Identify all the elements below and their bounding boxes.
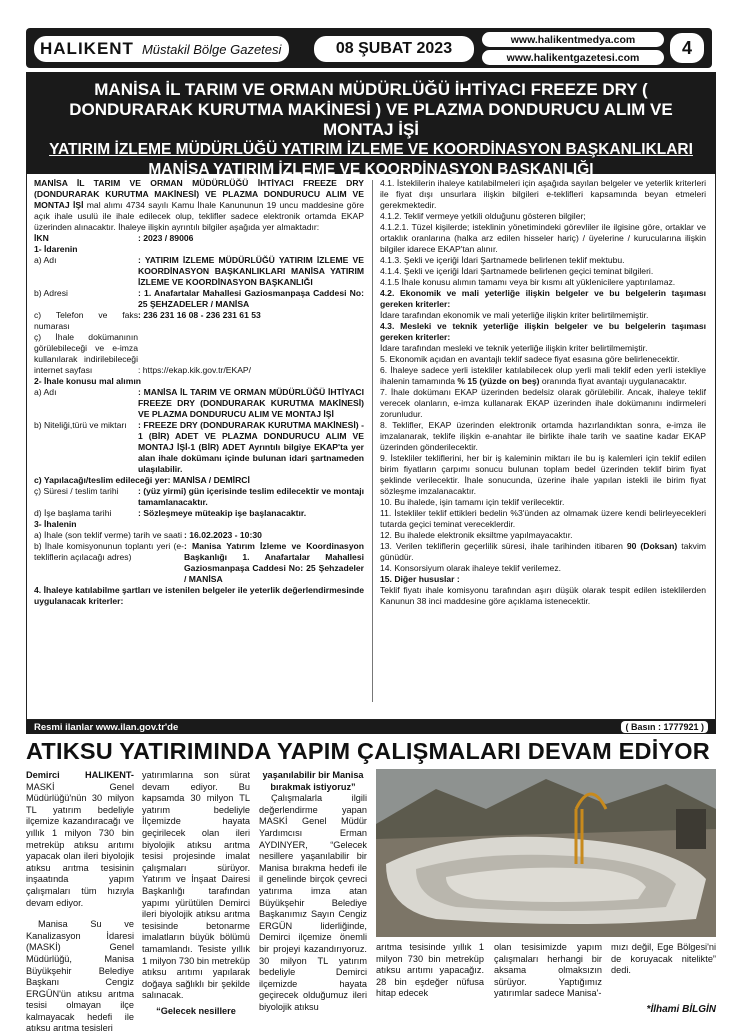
newspaper-logo — [34, 36, 289, 62]
article-paragraph: Çalışmalarla ilgili değerlendirme yapan MASKİ Genel Müdür Yardımcısı Erman AYDINYER, “Gelecek nesillere yaşanılabilir bir Manisa bırakma hedefi ile il genelinde birçok çevreci yatırıma imza atan Büyükşehir Belediye Başkanımız Sayın Cengiz ERGÜN liderliğinde, Demirci ilçemize önemli bir projeyi kazandırıyoruz. 30 milyon TL yatırım bedeliyle Demirci ilçemizde hayata geçirecek olduğumuz ileri biyolojik atıksu — [259, 793, 367, 1012]
criteria-heading: 4.3. Mesleki ve teknik yeterliğe ilişkin belgeler ve bu belgelerin taşıması gereken kriterler: — [380, 321, 706, 342]
criteria-item: 8. Teklifler, EKAP üzerinden elektronik ortamda hazırlandıktan sonra, e-imza ile imzalanarak, teklife ilişkin e-anahtar ile birlikte ihale tarih ve saatine kadar EKAP üzerinden gönderilecektir. — [380, 420, 706, 452]
announcement-left-column — [34, 178, 364, 607]
criteria-item: 4.1.4. Şekli ve içeriği İdari Şartnamede belirlenen geçici teminat bilgileri. — [380, 266, 654, 276]
issue-date: 08 ŞUBAT 2023 — [314, 36, 474, 62]
section-heading: 1- İdarenin — [34, 244, 78, 254]
criteria-item: İdare tarafından ekonomik ve mali yeterliğe ilişkin kriter belirtilmemiştir. — [380, 310, 649, 320]
announcement-subtitle-2: MANİSA YATIRIM İZLEME VE KOORDİNASYON BAŞKANLIĞI — [148, 161, 594, 178]
criteria-item: 9. İstekliler tekliflerini, her bir iş kaleminin miktarı ile bu iş kalemleri için teklif edilen birim fiyatların çarpımı sonucu bulunan toplam bedel üzerinden teklif birim fiyat şeklinde verilecektir. İhale sonucunda, üzerine ihale yapılan istekli ile birim fiyat sözleşme imzalanacaktır. — [380, 453, 706, 496]
detail-row: d) İşe başlama tarihi : Sözleşmeye müteakip işe başlanacaktır. — [34, 508, 307, 518]
treatment-plant-photo — [376, 769, 716, 937]
brand-tagline: Müstakil Bölge Gazetesi — [141, 41, 282, 57]
criteria-item: 7. İhale dokümanı EKAP üzerinden bedelsiz olarak görülebilir. Ancak, ihaleye teklif verecek olanların, e-imza kullanarak EKAP üzerinden ihale dokümanını indirmeleri zorunludur. — [380, 387, 706, 419]
article-subheading: “Gelecek nesillere — [156, 1005, 236, 1016]
detail-row: b) Adresi : 1. Anafartalar Mahallesi Gaziosmanpaşa Caddesi No: 25 ŞEHZADELER / MANİSA — [34, 288, 364, 309]
criteria-item: 6. İhaleye sadece yerli istekliler katılabilecek olup yerli mali teklif eden yerli istekliye ihalenin tamamında % 15 (yüzde on beş) oranında fiyat avantajı uygulanacaktır. — [380, 365, 706, 386]
website-link-medya[interactable]: www.halikentmedya.com — [482, 32, 664, 47]
section-heading: 2- İhale konusu mal alımın — [34, 376, 141, 386]
page-number: 4 — [670, 33, 704, 63]
article-subheading: yaşanılabilir bir Manisa bırakmak istiyoruz” — [262, 770, 364, 792]
article-column-1 — [26, 770, 134, 1035]
column-divider — [372, 180, 373, 702]
detail-row: c) Telefon ve faks numarası : 236 231 16 08 - 236 231 61 53 — [34, 310, 261, 331]
construction-photo-illustration — [376, 769, 716, 937]
criteria-item: 4.1.3. Şekli ve içeriği İdari Şartnamede belirlenen teklif mektubu. — [380, 255, 625, 265]
article-column-6: mızı değil, Ege Bölgesi'ni de koruyacak nitelikte” dedi. — [611, 942, 716, 976]
criteria-item: 12. Bu ihalede elektronik eksiltme yapılmayacaktır. — [380, 530, 573, 540]
announcement-subtitle-1: YATIRIM İZLEME MÜDÜRLÜĞÜ YATIRIM İZLEME VE KOORDİNASYON BAŞKANLIKLARI — [49, 141, 693, 158]
detail-row: a) Adı : MANİSA İL TARIM VE ORMAN MÜDÜRLÜĞÜ İHTİYACI FREEZE DRY (DONDURARAK KURUTMA MAKİNESİ) VE PLAZMA DONDURUCU ALIM VE MONTAJ İŞİ — [34, 387, 364, 419]
article-column-4: arıtma tesisinde yıllık 1 milyon 730 bin metreküp atıksu arıtımı yapacağız. 28 bin eşdeğer nüfusa hitap edecek — [376, 942, 484, 999]
brand-name: HALIKENT — [40, 39, 134, 58]
announcement-title-block — [26, 72, 716, 178]
criteria-item: 14. Konsorsiyum olarak ihaleye teklif verilemez. — [380, 563, 562, 573]
official-notice-bar — [26, 720, 716, 734]
criteria-heading: 15. Diğer hususlar : — [380, 574, 460, 584]
criteria-item: 10. Bu ihalede, işin tamamı için teklif verilecektir. — [380, 497, 565, 507]
ikn-row: İKN : 2023 / 89006 — [34, 233, 194, 243]
criteria-item: 11. İstekliler teklif ettikleri bedelin %3'ünden az olmamak üzere kendi belirleyecekleri tutarda geçici teminat vereceklerdir. — [380, 508, 706, 529]
announcement-title: MANİSA İL TARIM VE ORMAN MÜDÜRLÜĞÜ İHTİYACI FREEZE DRY ( DONDURARAK KURUTMA MAKİNESİ ) VE PLAZMA DONDURUCU ALIM VE MONTAJ İŞİ — [69, 80, 673, 139]
criteria-item: 4.1. İsteklilerin ihaleye katılabilmeleri için aşağıda sayılan belgeler ve yeterlik kriterleri ile fiyat dışı unsurlara ilişkin bilgileri e-teklifleri kapsamında beyan etmeleri gerekmektedir. — [380, 178, 706, 210]
section-heading: 3- İhalenin — [34, 519, 77, 529]
announcement-right-column — [380, 178, 706, 607]
section-heading: 4. İhaleye katılabilme şartları ve istenilen belgeler ile yeterlik değerlendirmesinde uygulanacak kriterler: — [34, 585, 364, 606]
criteria-item: 4.1.5 İhale konusu alımın tamamı veya bir kısmı alt yüklenicilere yaptırılamaz. — [380, 277, 676, 287]
detail-row: a) İhale (son teklif verme) tarih ve saati : 16.02.2023 - 10:30 — [34, 530, 262, 540]
detail-row: ç) İhale dokümanının görülebileceği ve e-imza kullanılarak indirilebileceği internet sayfası : https://ekap.kik.gov.tr/EKAP/ — [34, 332, 364, 376]
criteria-item: 13. Verilen tekliflerin geçerlilik süresi, ihale tarihinden itibaren 90 (Doksan) takvim günüdür. — [380, 541, 707, 562]
criteria-item: 4.1.2. Teklif vermeye yetkili olduğunu gösteren bilgiler; — [380, 211, 586, 221]
website-link-gazete[interactable]: www.halikentgazetesi.com — [482, 50, 664, 65]
article-author: *İlhami BİLGİN — [646, 1004, 716, 1015]
article-headline: ATIKSU YATIRIMINDA YAPIM ÇALIŞMALARI DEVAM EDİYOR — [26, 738, 710, 764]
detail-row: b) İhale komisyonunun toplantı yeri (e-tekliflerin açılacağı adres) : Manisa Yatırım İzleme ve Koordinasyon Başkanlığı 1. Anafartalar Mahallesi Gaziosmanpaşa Caddesi No: 25 Şehzadeler / MANİSA — [34, 541, 364, 584]
ekap-link[interactable]: : https://ekap.kik.gov.tr/EKAP/ — [138, 365, 252, 375]
criteria-heading: 4.2. Ekonomik ve mali yeterliğe ilişkin belgeler ve bu belgelerin taşıması gereken kriterler: — [380, 288, 706, 309]
article-column-3 — [259, 770, 367, 1013]
detail-row: c) Yapılacağı/teslim edileceği yer: MANİSA / DEMİRCİ — [34, 475, 250, 485]
detail-row: a) Adı : YATIRIM İZLEME MÜDÜRLÜĞÜ YATIRIM İZLEME VE KOORDİNASYON BAŞKANLIKLARI MANİSA YATIRIM İZLEME VE KOORDİNASYON BAŞKANLIĞI — [34, 255, 364, 287]
intro-paragraph: MANİSA İL TARIM VE ORMAN MÜDÜRLÜĞÜ İHTİYACI FREEZE DRY (DONDURARAK KURUTMA MAKİNESİ) VE PLAZMA DONDURUCU ALIM VE MONTAJ İŞİ mal alımı 4734 sayılı Kamu İhale Kanununun 19 uncu maddesine göre açık ihale usulü ile ihale edilecek olup, teklifler sadece elektronik ortamda EKAP üzerinden alınacaktır. İhaleye ilişkin ayrıntılı bilgiler aşağıda yer almaktadır: — [34, 178, 364, 232]
detail-row: ç) Süresi / teslim tarihi : (yüz yirmi) gün içerisinde teslim edilecektir ve montajı tamamlanacaktır. — [34, 486, 364, 507]
article-paragraph: Demirci HALIKENT- MASKİ Genel Müdürlüğü'nün 30 milyon TL yatırım bedeliyle ilçemize kazandıracağı ve yıllık 1 milyon 730 bin metreküp atıksu arıtımı yapacak olan ileri biyolojik atıksu arıtma tesisinin inşaatında yapım çalışmaları tüm hızıyla devam ediyor. — [26, 770, 134, 908]
article-column-2 — [142, 770, 250, 1017]
article-paragraph: yatırımlarına son sürat devam ediyor. Bu kapsamda 30 milyon TL yatırım bedeliyle İlçemizde hayata geçirilecek olan ileri biyolojik atıksu arıtma tesisi projesinde imalat çalışmaları sürüyor. Yatırım ve İnşaat Dairesi Başkanlığı tarafından yapımı yürütülen Demirci ileri biyolojik atıksu arıtma tesisinde betonarme imalatların büyük bölümü tamamlandı. Tesiste yıllık 1 milyon 730 bin metreküp atıksu arıtımı yapılarak doğaya sağlıklı bir şekilde salınacak. — [142, 770, 250, 1001]
press-number: ( Basın : 1777921 ) — [621, 721, 708, 733]
article-column-5: olan tesisimizde yapım çalışmaları herhangi bir aksama olmaksızın sürüyor. Yaptığımız yatırımlar sadece Manisa'- — [494, 942, 602, 999]
criteria-item: İdare tarafından mesleki ve teknik yeterliğe ilişkin kriter belirtilmemiştir. — [380, 343, 648, 353]
official-notice-text: Resmi ilanlar www.ilan.gov.tr'de — [34, 721, 179, 733]
detail-row: b) Niteliği,türü ve miktarı : FREEZE DRY (DONDURARAK KURUTMA MAKİNESİ) - 1 (BİR) ADET VE PLAZMA DONDURUCU ALIM VE MONTAJ İŞİ-1 (BİR) ADET Ayrıntılı bilgiye EKAP'ta yer alan ihale dokümanı içinde bulunan idari şartnameden ulaşılabilir. — [34, 420, 364, 474]
article-paragraph: Manisa Su ve Kanalizasyon İdaresi (MASKİ) Genel Müdürlüğü, Manisa Büyükşehir Belediye Başkanı Cengiz ERGÜN'ün atıksu arıtma tesisi olmayan ilçe kalmayacak hedefi ile atıksu arıtma tesisleri — [26, 919, 134, 1034]
criteria-item: 5. Ekonomik açıdan en avantajlı teklif sadece fiyat esasına göre belirlenecektir. — [380, 354, 680, 364]
criteria-item: 4.1.2.1. Tüzel kişilerde; isteklinin yönetimindeki görevliler ile ilgisine göre, ortaklar ve ortaklık oranlarına (halka arz edilen hisseler hariç) / üyelerine / kurucularına ilişkin bilgiler idarece EKAP'tan alınır. — [380, 222, 706, 254]
criteria-item: Teklif fiyatı ihale komisyonu tarafından aşırı düşük olarak tespit edilen isteklilerden Kanunun 38 inci maddesine göre açıklama istenecektir. — [380, 585, 706, 606]
